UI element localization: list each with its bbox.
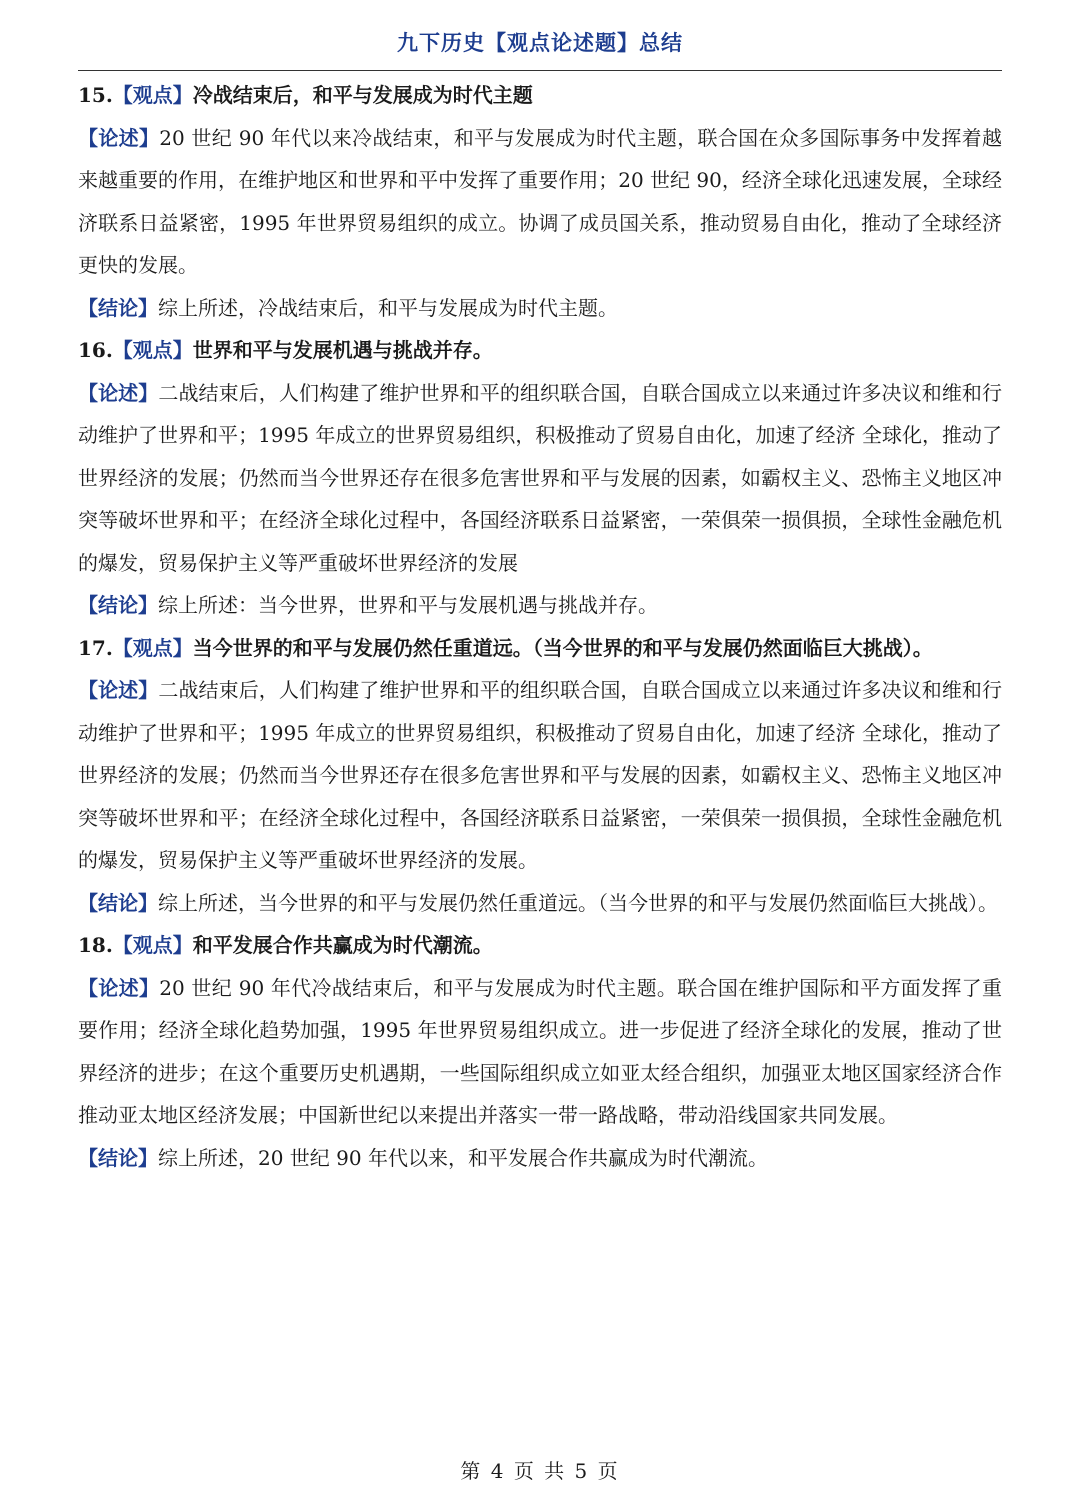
argument-label: 【论述】 [78, 975, 160, 1000]
conclusion-label: 【结论】 [78, 890, 158, 915]
item-number: 15. [78, 83, 113, 107]
conclusion-text: 综上所述：当今世界，世界和平与发展机遇与挑战并存。 [158, 593, 658, 617]
viewpoint-label: 【观点】 [112, 635, 193, 660]
argument-paragraph [78, 669, 1002, 882]
item-15 [78, 74, 1002, 329]
conclusion-label: 【结论】 [78, 1145, 158, 1170]
conclusion-paragraph [78, 882, 1002, 925]
argument-label: 【论述】 [78, 678, 159, 702]
viewpoint-label: 【观点】 [112, 338, 193, 362]
viewpoint-label: 【观点】 [112, 933, 193, 957]
item-number: 18. [78, 933, 113, 957]
viewpoint-heading [78, 924, 1002, 967]
item-number: 17. [78, 635, 113, 660]
viewpoint-text: 冷战结束后，和平与发展成为时代主题 [192, 83, 533, 107]
conclusion-text: 综上所述，冷战结束后，和平与发展成为时代主题。 [158, 295, 618, 320]
conclusion-text: 综上所述，20 世纪 90 年代以来，和平发展合作共赢成为时代潮流。 [158, 1145, 768, 1170]
viewpoint-label: 【观点】 [112, 83, 193, 107]
argument-text: 20 世纪 90 年代冷战结束后，和平与发展成为时代主题。联合国在维护国际和平方面发挥了重要作用；经济全球化趋势加强，1995 年世界贸易组织成立。进一步促进了经济全球化的发展，推动了世界经济的进步；在这个重要历史机遇期，一些国际组织成立如亚太经合组织，加强亚太地区国家经济合作推动亚太地区经济发展；中国新世纪以来提出并落实一带一路战略，带动沿线国家共同发展。 [78, 975, 1002, 1127]
viewpoint-text: 当今世界的和平与发展仍然任重道远。（当今世界的和平与发展仍然面临巨大挑战）。 [192, 635, 933, 660]
conclusion-paragraph [78, 1137, 1002, 1180]
item-17 [78, 627, 1002, 925]
viewpoint-heading [78, 329, 1002, 372]
item-16 [78, 329, 1002, 627]
argument-paragraph [78, 117, 1002, 287]
argument-label: 【论述】 [78, 380, 159, 405]
conclusion-paragraph [78, 287, 1002, 330]
viewpoint-text: 世界和平与发展机遇与挑战并存。 [192, 338, 493, 362]
argument-text: 二战结束后，人们构建了维护世界和平的组织联合国，自联合国成立以来通过许多决议和维和行动维护了世界和平；1995 年成立的世界贸易组织，积极推动了贸易自由化，加速了经济 全球化，推动了世界经济的发展；仍然而当今世界还存在很多危害世界和平与发展的因素，如霸权主义、恐怖主义地区冲突等破坏世界和平；在经济全球化过程中，各国经济联系日益紧密，一荣俱荣一损俱损，全球性金融危机的爆发，贸易保护主义等严重破坏世界经济的发展 [78, 380, 1003, 575]
argument-text: 二战结束后，人们构建了维护世界和平的组织联合国，自联合国成立以来通过许多决议和维和行动维护了世界和平；1995 年成立的世界贸易组织，积极推动了贸易自由化，加速了经济 全球化，推动了世界经济的发展；仍然而当今世界还存在很多危害世界和平与发展的因素，如霸权主义、恐怖主义地区冲突等破坏世界和平；在经济全球化过程中，各国经济联系日益紧密，一荣俱荣一损俱损，全球性金融危机的爆发，贸易保护主义等严重破坏世界经济的发展。 [78, 678, 1003, 872]
conclusion-label: 【结论】 [78, 593, 158, 617]
item-18 [78, 924, 1002, 1179]
item-number: 16. [78, 338, 113, 362]
page-title: 九下历史【观点论述题】总结 [397, 31, 683, 55]
viewpoint-heading [78, 627, 1002, 670]
viewpoint-heading [78, 74, 1002, 117]
argument-text: 20 世纪 90 年代以来冷战结束，和平与发展成为时代主题，联合国在众多国际事务中发挥着越来越重要的作用，在维护地区和世界和平中发挥了重要作用；20 世纪 90，经济全球化迅速发展，全球经济联系日益紧密，1995 年世界贸易组织的成立。协调了成员国关系，推动贸易自由化，推动了全球经济更快的发展。 [78, 125, 1002, 277]
conclusion-text: 综上所述，当今世界的和平与发展仍然任重道远。（当今世界的和平与发展仍然面临巨大挑战）。 [158, 890, 998, 915]
page-number: 第 4 页 共 5 页 [460, 1459, 620, 1483]
page-footer [0, 1455, 1080, 1484]
document-body [78, 74, 1002, 1179]
argument-paragraph [78, 372, 1002, 585]
argument-label: 【论述】 [78, 125, 160, 150]
argument-paragraph [78, 967, 1002, 1137]
page-header [78, 24, 1002, 71]
viewpoint-text: 和平发展合作共赢成为时代潮流。 [192, 933, 493, 957]
conclusion-label: 【结论】 [78, 295, 158, 320]
conclusion-paragraph [78, 584, 1002, 627]
